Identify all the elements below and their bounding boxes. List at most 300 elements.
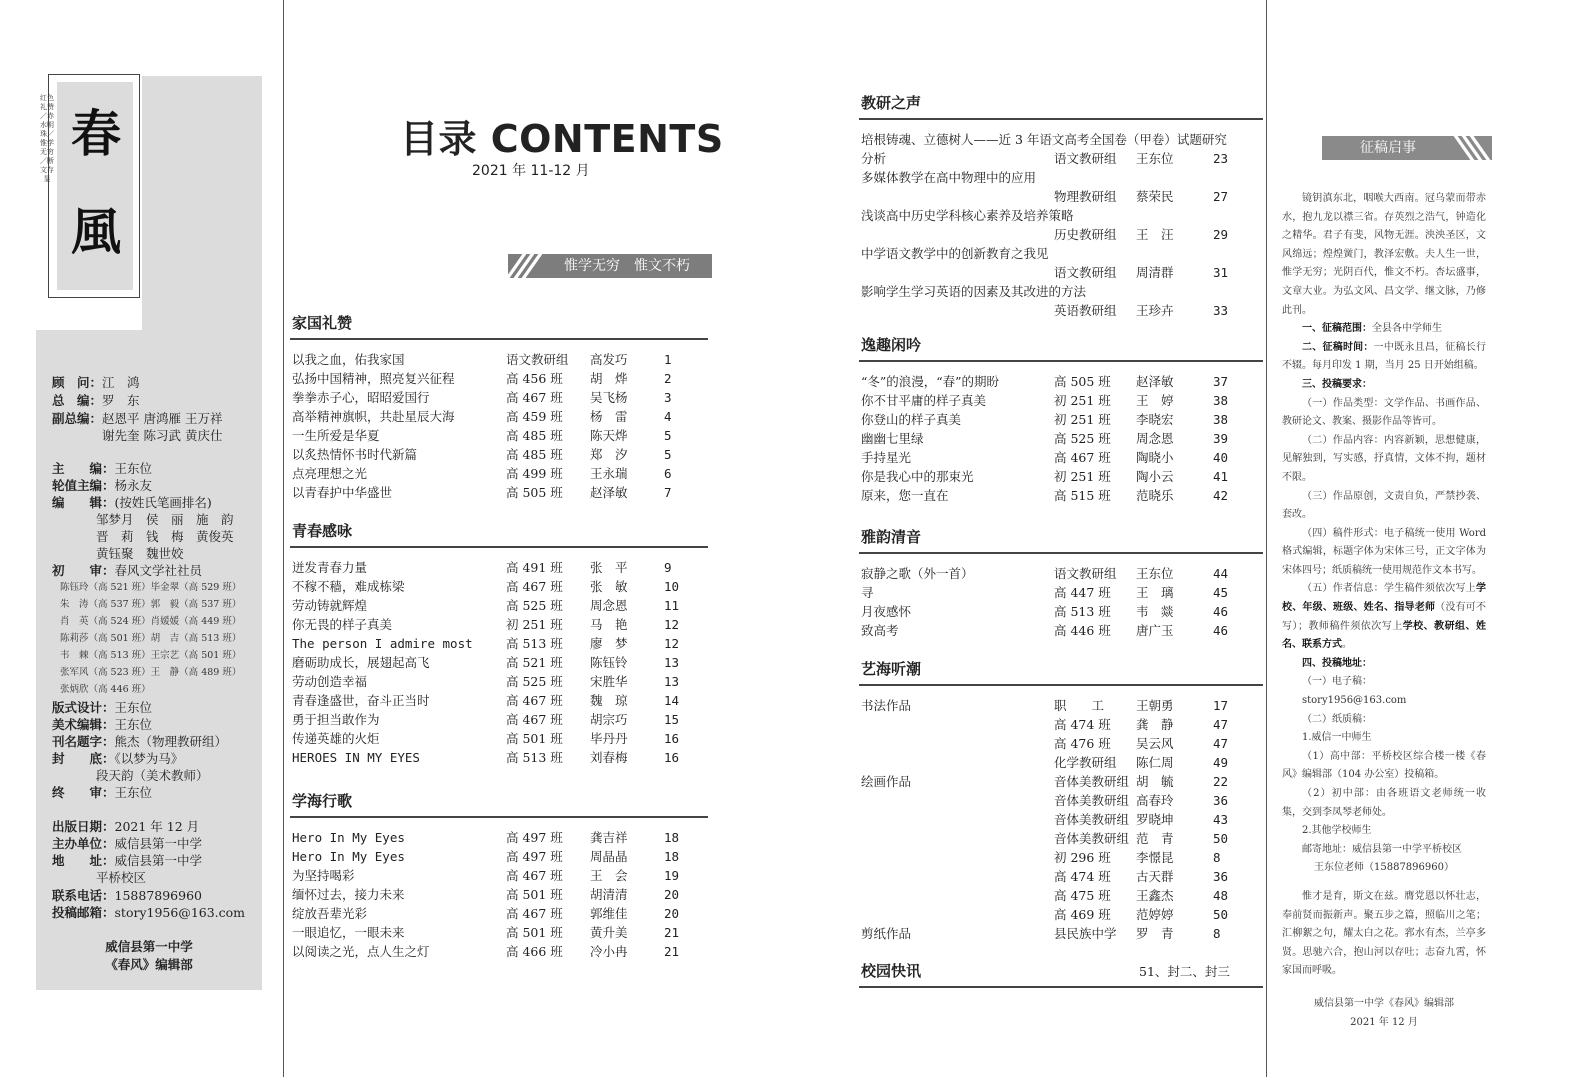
- toc-entry-author: 王东位: [1136, 566, 1174, 581]
- staff-label: 地 址：: [52, 853, 115, 868]
- toc-entry-author: 王鑫杰: [1136, 888, 1174, 903]
- toc-entry-page: 19: [664, 868, 680, 883]
- toc-entry[interactable]: [861, 282, 1265, 301]
- toc-entry-author: 王 婷: [1136, 393, 1174, 408]
- call-addr-9: 王东位老师（15887896960）: [1314, 862, 1454, 874]
- staff-row: [52, 733, 227, 750]
- staff-row: [52, 477, 152, 494]
- toc-entry-author: 李晓宏: [1136, 412, 1174, 427]
- section-title: 青春感咏: [292, 522, 353, 540]
- toc-entry-class: 高 525 班: [506, 598, 563, 613]
- toc-entry-page: 16: [664, 750, 680, 765]
- toc-entry-author: 李憬昆: [1136, 850, 1174, 865]
- toc-entry-author: 刘春梅: [590, 750, 628, 765]
- staff-row: [52, 716, 152, 733]
- toc-entry-page: 10: [664, 579, 680, 594]
- toc-entry-page: 31: [1213, 265, 1229, 280]
- toc-entry-class: 高 497 班: [506, 830, 563, 845]
- toc-entry-title: 弘扬中国精神，照亮复兴征程: [292, 371, 455, 386]
- toc-entry-author: 毕丹丹: [590, 731, 628, 746]
- staff-row: [52, 511, 234, 528]
- staff-row: [52, 767, 209, 784]
- toc-entry-author: 赵泽敏: [590, 485, 628, 500]
- toc-entry-class: 高 505 班: [506, 485, 563, 500]
- call-addr-7: 2.其他学校师生: [1302, 825, 1372, 837]
- toc-entry-page: 21: [664, 925, 680, 940]
- toc-entry-class: 高 521 班: [506, 655, 563, 670]
- toc-entry-author: 陈仁周: [1136, 755, 1174, 770]
- toc-entry[interactable]: [292, 558, 710, 577]
- toc-entry-class: 语文教研组: [506, 352, 569, 367]
- toc-entry-title: 拳拳赤子心，昭昭爱国行: [292, 390, 430, 405]
- left-divider: [283, 0, 284, 1077]
- staff-value: 杨永友: [114, 478, 153, 493]
- toc-entry-class: 高 467 班: [506, 868, 563, 883]
- motto-banner: [508, 254, 712, 278]
- toc-entry-author: 陈钰铃: [590, 655, 628, 670]
- right-divider: [1266, 0, 1267, 1077]
- toc-entry[interactable]: [861, 621, 1265, 640]
- toc-entry-author: 胡 烨: [590, 371, 628, 386]
- staff-row: [52, 494, 212, 511]
- toc-entry[interactable]: [861, 244, 1265, 263]
- toc-entry-class: 英语教研组: [1054, 303, 1117, 318]
- toc-entry-author: 黄升美: [590, 925, 628, 940]
- toc-entry-class: 高 497 班: [506, 849, 563, 864]
- toc-entry-title: Hero In My Eyes: [292, 830, 405, 845]
- toc-entry[interactable]: [292, 672, 710, 691]
- staff-label: 副总编：: [52, 411, 103, 426]
- toc-entry-title: 劳动铸就辉煌: [292, 598, 368, 613]
- toc-entry-page: 21: [664, 944, 680, 959]
- toc-entry-title: 勇于担当敢作为: [292, 712, 380, 727]
- staff-row: [52, 699, 152, 716]
- toc-entry-page: 40: [1213, 450, 1229, 465]
- toc-entry[interactable]: [861, 391, 1265, 410]
- toc-entry-author: 范晓乐: [1136, 488, 1174, 503]
- toc-entry[interactable]: [861, 130, 1265, 149]
- toc-entry-author: 马 艳: [590, 617, 628, 632]
- contents-title: 目录 CONTENTS: [400, 117, 724, 161]
- staff-value: story1956@163.com: [114, 905, 246, 920]
- toc-entry-class: 初 251 班: [1054, 412, 1111, 427]
- staff-value: 王东位: [114, 717, 153, 732]
- section-rule: [290, 546, 708, 548]
- toc-entry-class: 初 296 班: [1054, 850, 1111, 865]
- toc-entry-title: 传递英雄的火炬: [292, 731, 380, 746]
- toc-entry-page: 38: [1213, 412, 1229, 427]
- toc-entry-page: 36: [1213, 869, 1229, 884]
- toc-entry-page: 45: [1213, 585, 1229, 600]
- toc-entry-title: 培根铸魂、立德树人——近 3 年语文高考全国卷（甲卷）试题研究: [861, 132, 1227, 147]
- staff-label: 刊名题字：: [52, 734, 115, 749]
- toc-entry-class: 高 467 班: [506, 693, 563, 708]
- staff-value: 威信县第一中学: [114, 853, 203, 868]
- staff-label: 编 辑：: [52, 495, 115, 510]
- toc-entry-author: 王 璃: [1136, 585, 1174, 600]
- toc-entry-author: 龚 静: [1136, 717, 1174, 732]
- toc-entry-title: 不稼不穑，难成栋梁: [292, 579, 405, 594]
- toc-entry-page: 38: [1213, 393, 1229, 408]
- call-req-3: （三）作品原创，文责自负，严禁抄袭、套改。: [1282, 490, 1486, 521]
- toc-entry[interactable]: [861, 372, 1265, 391]
- toc-entry-page: 20: [664, 887, 680, 902]
- toc-entry-page: 29: [1213, 227, 1229, 242]
- toc-entry-title: 青春逢盛世，奋斗正当时: [292, 693, 430, 708]
- toc-entry[interactable]: [292, 615, 710, 634]
- toc-entry[interactable]: [292, 577, 710, 596]
- staff-value: 《以梦为马》: [114, 751, 184, 766]
- staff-label: 顾 问：: [52, 375, 103, 390]
- toc-entry[interactable]: [292, 350, 710, 369]
- toc-entry-page: 5: [664, 428, 672, 443]
- call-addr-8: 邮寄地址：威信县第一中学平桥校区: [1302, 843, 1462, 855]
- society-member-row: 张军风（高 523 班）王 静（高 489 班）: [60, 667, 242, 678]
- toc-entry[interactable]: [292, 407, 710, 426]
- toc-entry-author: 王东位: [1136, 151, 1174, 166]
- toc-entry[interactable]: [861, 734, 1265, 753]
- call-email: story1956@163.com: [1302, 695, 1407, 707]
- toc-entry-author: 唐广玉: [1136, 623, 1174, 638]
- toc-entry-title: 剪纸作品: [861, 926, 912, 941]
- toc-entry[interactable]: [861, 410, 1265, 429]
- toc-entry-page: 50: [1213, 907, 1229, 922]
- staff-value: 平桥校区: [96, 870, 147, 885]
- staff-value: 熊杰（物理教研组）: [114, 734, 228, 749]
- staff-value: 邹梦月 侯 丽 施 韵: [96, 512, 234, 527]
- toc-entry-title: 一生所爱是华夏: [292, 428, 380, 443]
- toc-entry-title: 手持星光: [861, 450, 912, 465]
- toc-entry[interactable]: [292, 729, 710, 748]
- toc-entry[interactable]: [861, 753, 1265, 772]
- staff-row: [52, 562, 202, 579]
- toc-entry[interactable]: [292, 942, 710, 961]
- toc-entry[interactable]: [861, 564, 1265, 583]
- toc-entry-class: 初 251 班: [506, 617, 563, 632]
- toc-entry-author: 胡 毓: [1136, 774, 1174, 789]
- toc-entry[interactable]: [861, 715, 1265, 734]
- staff-value: 春风文学社社员: [114, 563, 203, 578]
- toc-entry[interactable]: [292, 748, 710, 767]
- toc-entry-class: 高 501 班: [506, 925, 563, 940]
- toc-entry-author: 古天群: [1136, 869, 1174, 884]
- toc-entry-page: 2: [664, 371, 672, 386]
- toc-entry-page: 41: [1213, 469, 1229, 484]
- toc-entry[interactable]: [861, 263, 1265, 282]
- toc-entry-page: 8: [1213, 850, 1221, 865]
- section-rule: [859, 986, 1263, 988]
- toc-entry-class: 高 467 班: [1054, 450, 1111, 465]
- motto-text: 惟学无穷 惟文不朽: [564, 258, 690, 274]
- call-sign-date: 2021 年 12 月: [1350, 1016, 1418, 1028]
- section-title: 教研之声: [861, 94, 922, 112]
- toc-entry[interactable]: [861, 791, 1265, 810]
- toc-entry-class: 高 474 班: [1054, 717, 1111, 732]
- toc-entry-author: 周念恩: [590, 598, 628, 613]
- toc-entry-author: 陈天烨: [590, 428, 628, 443]
- toc-entry-title: 迸发青春力量: [292, 560, 368, 575]
- toc-entry-class: 音体美教研组: [1054, 793, 1130, 808]
- toc-entry-page: 13: [664, 674, 680, 689]
- toc-entry-author: 王 会: [590, 868, 628, 883]
- toc-entry-title: HEROES IN MY EYES: [292, 750, 420, 765]
- toc-entry-class: 高 475 班: [1054, 888, 1111, 903]
- toc-entry-title: 你是我心中的那束光: [861, 469, 974, 484]
- toc-entry[interactable]: [861, 810, 1265, 829]
- toc-entry[interactable]: [861, 168, 1265, 187]
- toc-entry-page: 1: [664, 352, 672, 367]
- toc-entry[interactable]: [861, 486, 1265, 505]
- toc-entry-class: 高 459 班: [506, 409, 563, 424]
- toc-entry-page: 13: [664, 655, 680, 670]
- toc-entry[interactable]: [292, 923, 710, 942]
- staff-row: [52, 410, 222, 427]
- toc-entry-author: 范 青: [1136, 831, 1174, 846]
- toc-entry[interactable]: [292, 596, 710, 615]
- toc-entry-page: 12: [664, 617, 680, 632]
- staff-value: 罗 东: [102, 393, 140, 408]
- staff-value: 江 鸿: [102, 375, 140, 390]
- staff-label: 联系电话：: [52, 888, 115, 903]
- toc-entry[interactable]: [861, 829, 1265, 848]
- staff-row: [52, 545, 184, 562]
- toc-entry-page: 3: [664, 390, 672, 405]
- toc-entry-class: 高 456 班: [506, 371, 563, 386]
- call-body: [1282, 190, 1486, 1032]
- toc-entry-class: 高 499 班: [506, 466, 563, 481]
- toc-entry-title: 中学语文教学中的创新教育之我见: [861, 246, 1049, 261]
- toc-entry[interactable]: [861, 696, 1265, 715]
- section-title: 学海行歌: [292, 792, 353, 810]
- toc-entry-page: 22: [1213, 774, 1229, 789]
- staff-label: 版式设计：: [52, 700, 115, 715]
- toc-entry-author: 范婷婷: [1136, 907, 1174, 922]
- staff-row: [52, 784, 152, 801]
- toc-entry[interactable]: [861, 583, 1265, 602]
- toc-entry[interactable]: [292, 445, 710, 464]
- section-rule: [290, 816, 708, 818]
- toc-entry-class: 职 工: [1054, 698, 1105, 713]
- toc-entry-author: 罗晓坤: [1136, 812, 1174, 827]
- toc-entry[interactable]: [292, 904, 710, 923]
- staff-row: [52, 904, 245, 921]
- call-req-1: （一）作品类型：文学作品、书画作品、教研论文、教案、摄影作品等皆可。: [1282, 397, 1486, 428]
- toc-entry[interactable]: [861, 206, 1265, 225]
- toc-entry-author: 杨 雷: [590, 409, 628, 424]
- toc-entry-title: 寻: [861, 585, 874, 600]
- toc-entry-class: 高 501 班: [506, 731, 563, 746]
- toc-entry-page: 8: [1213, 926, 1221, 941]
- toc-entry[interactable]: [292, 710, 710, 729]
- section-tail-pages: 51、封二、封三: [1139, 964, 1230, 979]
- call-req-5: （五）作者信息：学生稿件须依次写上学校、年级、班级、姓名、指导老师（没有可不写）；教师稿件须依次写上学校、教研组、姓名、联系方式。: [1282, 583, 1487, 651]
- toc-entry-page: 47: [1213, 717, 1229, 732]
- section-rule: [859, 552, 1263, 554]
- toc-entry-class: 高 525 班: [1054, 431, 1111, 446]
- masthead-char-chun: 春: [71, 104, 121, 163]
- toc-entry[interactable]: [861, 149, 1265, 168]
- toc-entry-author: 罗 青: [1136, 926, 1174, 941]
- call-time: 二、征稿时间：一中既永且昌，征稿长行不辍。每月印发 1 期，当月 25 日开始组稿。: [1282, 341, 1487, 372]
- section-title: 校园快讯: [861, 962, 922, 980]
- call-banner: [1322, 136, 1492, 160]
- society-member-row: 朱 涛（高 537 班）郭 毅（高 537 班）: [60, 599, 242, 610]
- toc-entry[interactable]: [861, 848, 1265, 867]
- toc-entry-class: 高 515 班: [1054, 488, 1111, 503]
- toc-entry[interactable]: [292, 653, 710, 672]
- toc-entry-page: 11: [664, 598, 680, 613]
- toc-entry-page: 48: [1213, 888, 1229, 903]
- staff-row: [52, 852, 202, 869]
- toc-entry-author: 陶晓小: [1136, 450, 1174, 465]
- toc-entry-author: 赵泽敏: [1136, 374, 1174, 389]
- toc-entry-title: 书法作品: [861, 698, 912, 713]
- toc-entry-title: 多媒体教学在高中物理中的应用: [861, 170, 1037, 185]
- toc-entry-author: 郑 汐: [590, 447, 628, 462]
- toc-entry-page: 18: [664, 830, 680, 845]
- toc-entry[interactable]: [292, 464, 710, 483]
- toc-entry-class: 高 447 班: [1054, 585, 1111, 600]
- section-rule: [859, 118, 1263, 120]
- staff-row: [52, 750, 183, 767]
- toc-entry-title: 高举精神旗帜，共赴星辰大海: [292, 409, 455, 424]
- staff-row: [52, 887, 202, 904]
- toc-entry-author: 周念恩: [1136, 431, 1174, 446]
- toc-entry[interactable]: [861, 772, 1265, 791]
- section-title: 逸趣闲吟: [861, 336, 922, 354]
- toc-entry[interactable]: [861, 924, 1265, 943]
- toc-entry-class: 高 513 班: [506, 636, 563, 651]
- masthead-char-feng: 風: [71, 202, 121, 261]
- toc-entry[interactable]: [861, 867, 1265, 886]
- staff-label: 美术编辑：: [52, 717, 115, 732]
- toc-entry-class: 高 485 班: [506, 428, 563, 443]
- toc-entry-class: 初 251 班: [1054, 393, 1111, 408]
- toc-entry-class: 县民族中学: [1054, 926, 1117, 941]
- staff-row: [52, 528, 234, 545]
- toc-entry[interactable]: [861, 225, 1265, 244]
- toc-entry-page: 20: [664, 906, 680, 921]
- toc-entry-author: 张 敏: [590, 579, 628, 594]
- toc-entry[interactable]: [292, 369, 710, 388]
- toc-entry[interactable]: [292, 483, 710, 502]
- toc-entry-author: 高春玲: [1136, 793, 1174, 808]
- toc-entry-author: 宋胜华: [590, 674, 628, 689]
- staff-value: 2021 年 12 月: [114, 819, 200, 834]
- toc-entry-author: 冷小冉: [590, 944, 628, 959]
- call-addr-5: （1）高中部：平桥校区综合楼一楼《春风》编辑部（104 办公室）投稿箱。: [1282, 750, 1486, 781]
- toc-entry-class: 高 474 班: [1054, 869, 1111, 884]
- toc-entry[interactable]: [292, 691, 710, 710]
- toc-entry-title: 原来，您一直在: [861, 488, 949, 503]
- toc-entry[interactable]: [861, 301, 1265, 320]
- toc-entry-page: 47: [1213, 736, 1229, 751]
- staff-label: 封 底：: [52, 751, 115, 766]
- staff-value: 王东位: [114, 785, 153, 800]
- toc-entry[interactable]: [292, 634, 710, 653]
- toc-entry-title: 你不甘平庸的样子真美: [861, 393, 987, 408]
- toc-entry[interactable]: [292, 885, 710, 904]
- staff-row: [52, 392, 140, 409]
- toc-entry-page: 33: [1213, 303, 1229, 318]
- toc-entry-title: 你无畏的样子真美: [292, 617, 393, 632]
- staff-label: 终 审：: [52, 785, 115, 800]
- toc-entry[interactable]: [861, 602, 1265, 621]
- staff-row: [52, 460, 152, 477]
- toc-entry-class: 高 513 班: [506, 750, 563, 765]
- call-closing: 惟才是育，斯文在兹。膺党恩以怀壮志，奉前贤而振新声。聚五步之篇，照临川之笔；汇柳絮之句，耀太白之花。郛水有杰，兰亭多贤。思驰六合，抱山河以存吐；志奋九霄，怀家国而呼吸。: [1282, 890, 1486, 977]
- toc-entry-class: 历史教研组: [1054, 227, 1117, 242]
- toc-entry-title: “冬”的浪漫，“春”的期盼: [861, 374, 1000, 389]
- toc-entry-author: 王珍卉: [1136, 303, 1174, 318]
- toc-entry-class: 物理教研组: [1054, 189, 1117, 204]
- call-banner-title: 征稿启事: [1360, 140, 1416, 156]
- staff-row: [52, 869, 146, 886]
- staff-row: [52, 835, 202, 852]
- toc-entry-page: 27: [1213, 189, 1229, 204]
- toc-entry[interactable]: [861, 467, 1265, 486]
- toc-entry-title: 绘画作品: [861, 774, 912, 789]
- toc-entry-title: 影响学生学习英语的因素及其改进的方法: [861, 284, 1087, 299]
- toc-entry-page: 39: [1213, 431, 1229, 446]
- society-member-row: 张炳欣（高 446 班）: [60, 684, 151, 695]
- toc-entry[interactable]: [292, 866, 710, 885]
- staff-value: (按姓氏笔画排名): [114, 495, 212, 510]
- toc-entry-page: 6: [664, 466, 672, 481]
- toc-entry[interactable]: [292, 847, 710, 866]
- toc-entry[interactable]: [861, 905, 1265, 924]
- staff-row: [52, 818, 199, 835]
- toc-entry-class: 高 476 班: [1054, 736, 1111, 751]
- call-addr-6: （2）初中部：由各班语文老师统一收集，交到李凤琴老师处。: [1282, 788, 1486, 818]
- toc-entry[interactable]: [861, 448, 1265, 467]
- toc-entry-author: 廖 梦: [590, 636, 628, 651]
- toc-entry-title: 绽放吾辈光彩: [292, 906, 368, 921]
- toc-entry-author: 王永瑞: [590, 466, 628, 481]
- staff-label: 初 审：: [52, 563, 115, 578]
- toc-entry-title: 致高考: [861, 623, 899, 638]
- staff-value: 段天韵（美术教师）: [96, 768, 209, 783]
- toc-entry-page: 42: [1213, 488, 1229, 503]
- toc-entry-title: 磨砺助成长，展翅起高飞: [292, 655, 430, 670]
- toc-entry[interactable]: [861, 886, 1265, 905]
- society-member-row: 韦 棘（高 513 班）王宗艺（高 501 班）: [60, 650, 242, 661]
- toc-entry-page: 23: [1213, 151, 1229, 166]
- toc-entry[interactable]: [292, 828, 710, 847]
- toc-entry-author: 周清群: [1136, 265, 1174, 280]
- society-member-row: 陈莉莎（高 501 班）胡 吉（高 513 班）: [60, 633, 242, 644]
- staff-row: [52, 427, 222, 444]
- toc-entry-title: 以我之血，佑我家国: [292, 352, 405, 367]
- toc-entry[interactable]: [861, 429, 1265, 448]
- staff-label: 轮值主编：: [52, 478, 115, 493]
- toc-entry[interactable]: [292, 426, 710, 445]
- toc-entry-page: 49: [1213, 755, 1229, 770]
- toc-entry-class: 初 251 班: [1054, 469, 1111, 484]
- issue-date: 2021 年 11-12 月: [472, 163, 590, 179]
- toc-entry[interactable]: [292, 388, 710, 407]
- toc-entry-title: 一眼追忆，一眼未来: [292, 925, 405, 940]
- toc-entry-class: 音体美教研组: [1054, 831, 1130, 846]
- toc-entry-page: 9: [664, 560, 672, 575]
- toc-entry-title: 你登山的样子真美: [861, 412, 962, 427]
- toc-entry-author: 王 汪: [1136, 227, 1174, 242]
- toc-entry[interactable]: [861, 187, 1265, 206]
- toc-entry-page: 15: [664, 712, 680, 727]
- toc-entry-page: 12: [664, 636, 680, 651]
- toc-entry-page: 50: [1213, 831, 1229, 846]
- staff-value: 黄钰聚 魏世姣: [96, 546, 184, 561]
